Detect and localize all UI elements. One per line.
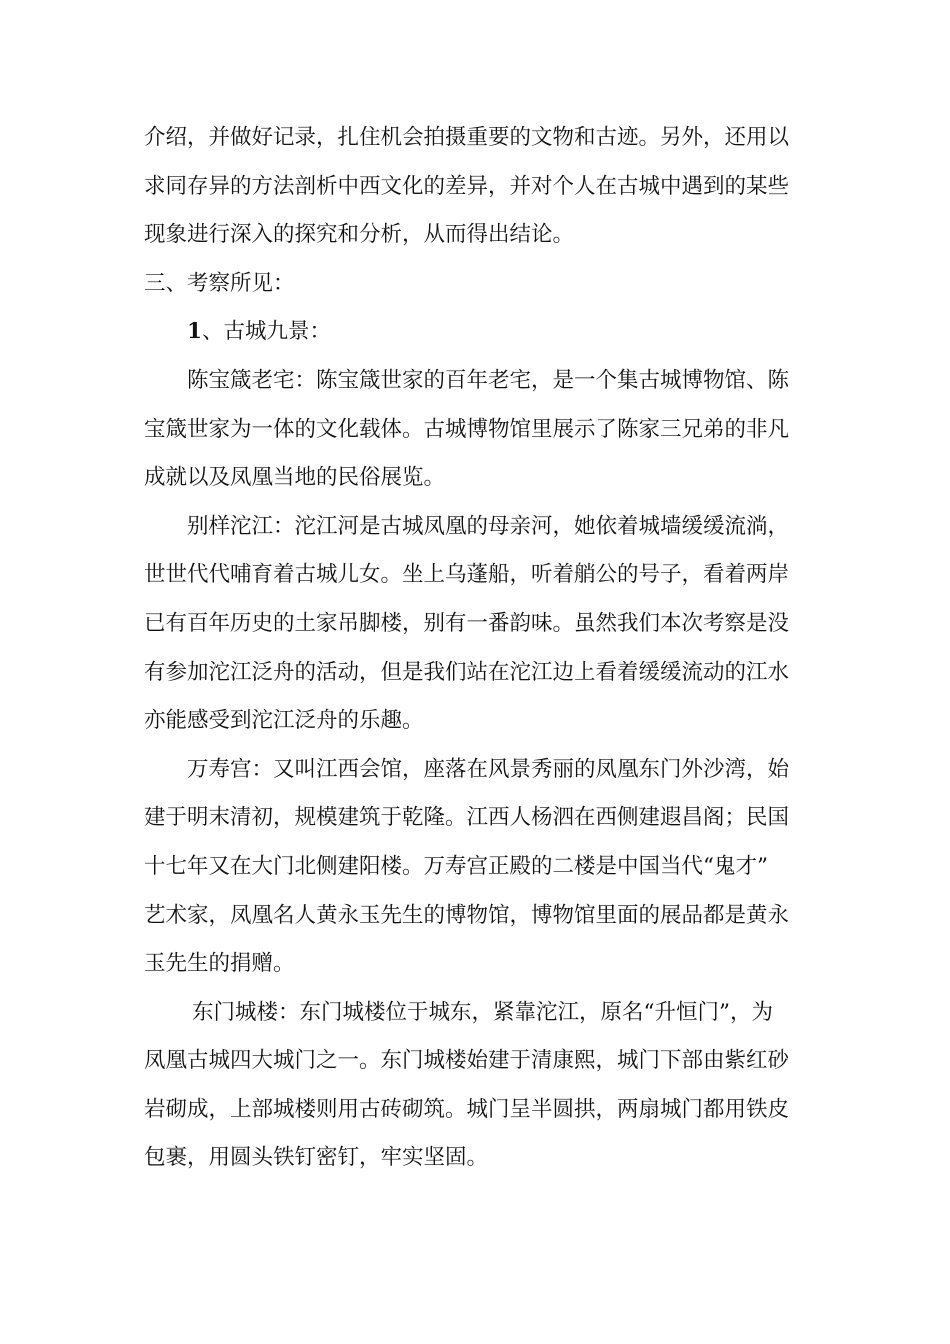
subsection-title: 、古城九景： (201, 319, 331, 345)
text-line: 陈宝箴老宅：陈宝箴世家的百年老宅，是一个集古城博物馆、陈 (187, 367, 790, 393)
text-line: 凤凰古城四大城门之一。东门城楼始建于清康熙，城门下部由紫红砂 (144, 1048, 790, 1074)
text-line: 包裹，用圆头铁钉密钉，牢实坚固。 (144, 1145, 489, 1171)
document-page (144, 114, 810, 1183)
text-line: 已有百年历史的土家吊脚楼，别有一番韵味。虽然我们本次考察是没 (144, 610, 790, 636)
text-line: 亦能感受到沱江泛舟的乐趣。 (144, 708, 424, 734)
text-line: 艺术家，凤凰名人黄永玉先生的博物馆，博物馆里面的展品都是黄永 (144, 902, 790, 928)
text-line: 十七年又在大门北侧建阳楼。万寿宫正殿的二楼是中国当代“鬼才” (144, 853, 768, 879)
text-line: 求同存异的方法剖析中西文化的差异，并对个人在古城中遇到的某些 (144, 173, 790, 199)
subsection-heading (144, 308, 810, 357)
text-line: 别样沱江：沱江河是古城凤凰的母亲河，她依着城墙缓缓流淌， (187, 513, 790, 539)
section-heading: 三、考察所见： (144, 270, 295, 296)
text-line: 有参加沱江泛舟的活动，但是我们站在沱江边上看着缓缓流动的江水 (144, 659, 790, 685)
text-line: 成就以及凤凰当地的民俗展览。 (144, 465, 446, 491)
text-line: 东门城楼：东门城楼位于城东，紧靠沱江，原名“升恒门”，为 (192, 999, 773, 1025)
text-line: 建于明末清初，规模建筑于乾隆。江西人杨泗在西侧建遐昌阁；民国 (144, 805, 790, 831)
text-line: 介绍，并做好记录，扎住机会拍摄重要的文物和古迹。另外，还用以 (144, 125, 790, 150)
text-line: 世世代代哺育着古城儿女。坐上乌蓬船，听着艄公的号子，看着两岸 (144, 562, 790, 588)
text-line: 现象进行深入的探究和分析，从而得出结论。 (144, 222, 575, 248)
subsection-number: 1 (187, 319, 202, 345)
text-line: 玉先生的捐赠。 (144, 951, 295, 977)
text-line: 岩砌成，上部城楼则用古砖砌筑。城门呈半圆拱，两扇城门都用铁皮 (144, 1096, 790, 1122)
text-line: 宝箴世家为一体的文化载体。古城博物馆里展示了陈家三兄弟的非凡 (144, 416, 790, 442)
text-line: 万寿宫：又叫江西会馆，座落在风景秀丽的凤凰东门外沙湾，始 (187, 756, 790, 782)
